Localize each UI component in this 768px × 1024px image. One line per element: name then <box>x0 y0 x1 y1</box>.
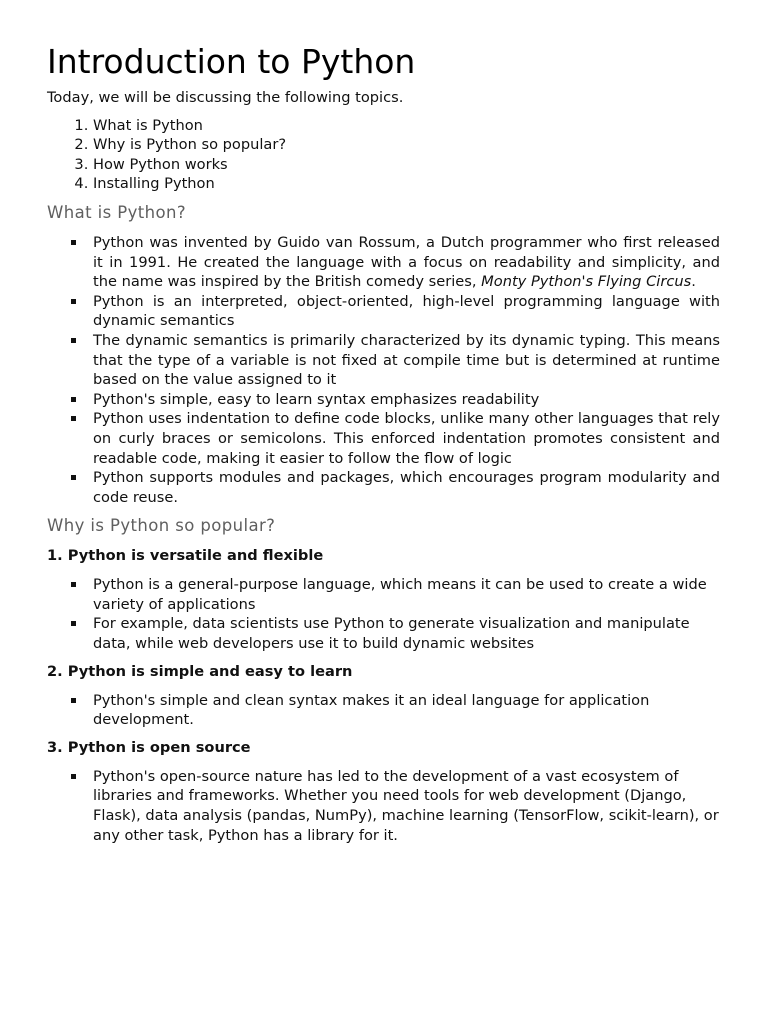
bullet-item: Python's open-source nature has led to the development of a vast ecosystem of libraries and frameworks. Whether you need tools for web development (Django, Flask), data analysis (pandas, NumPy), machine learning (TensorFlow, scikit-learn), or any other task, Python has a library for it. <box>93 767 719 844</box>
topic-item: 4. Installing Python <box>93 174 720 194</box>
bullet-text-end: . <box>691 273 696 291</box>
reason-heading: 3. Python is open source <box>47 738 251 756</box>
reason-list <box>47 691 720 730</box>
intro-text: Today, we will be discussing the following topics. <box>47 89 404 106</box>
section-heading-why-popular: Why is Python so popular? <box>47 516 276 536</box>
bullet-item: Python is an interpreted, object-oriented, high-level programming language with dynamic semantics <box>93 292 720 330</box>
what-is-python-list <box>47 233 720 507</box>
section-heading-what-is-python: What is Python? <box>47 202 186 222</box>
reason-list <box>47 767 720 845</box>
topic-item: 1. What is Python <box>93 116 720 136</box>
emphasis-text: Monty Python's Flying Circus <box>481 273 692 291</box>
reason-heading: 1. Python is versatile and flexible <box>47 547 324 565</box>
bullet-item: Python is a general-purpose language, which means it can be used to create a wide variety of applications <box>93 575 720 614</box>
topic-item: 3. How Python works <box>93 155 720 175</box>
bullet-text: Python was invented by Guido van Rossum, a Dutch programmer who first released it in 1991. He created the language with a focus on readability and simplicity, and the name was inspired by the British comedy series, <box>93 233 720 291</box>
bullet-item: Python supports modules and packages, which encourages program modularity and code reuse. <box>93 469 720 506</box>
bullet-item: The dynamic semantics is primarily characterized by its dynamic typing. This means that the type of a variable is not fixed at compile time but is determined at runtime based on the value assigned to it <box>93 331 720 389</box>
bullet-item: Python uses indentation to define code blocks, unlike many other languages that rely on curly braces or semicolons. This enforced indentation promotes consistent and readable code, making it easier to follow the flow of logic <box>93 410 720 467</box>
bullet-item: For example, data scientists use Python to generate visualization and manipulate data, while web developers use it to build dynamic websites <box>93 614 720 653</box>
document-page <box>47 40 720 853</box>
bullet-item: Python's simple, easy to learn syntax emphasizes readability <box>93 390 720 410</box>
reason-list <box>47 575 720 653</box>
topics-list <box>47 116 720 194</box>
page-title: Introduction to Python <box>47 42 416 81</box>
topic-item: 2. Why is Python so popular? <box>93 135 720 155</box>
bullet-item <box>93 233 720 292</box>
bullet-item: Python's simple and clean syntax makes it an ideal language for application development. <box>93 691 720 730</box>
reason-heading: 2. Python is simple and easy to learn <box>47 662 353 680</box>
